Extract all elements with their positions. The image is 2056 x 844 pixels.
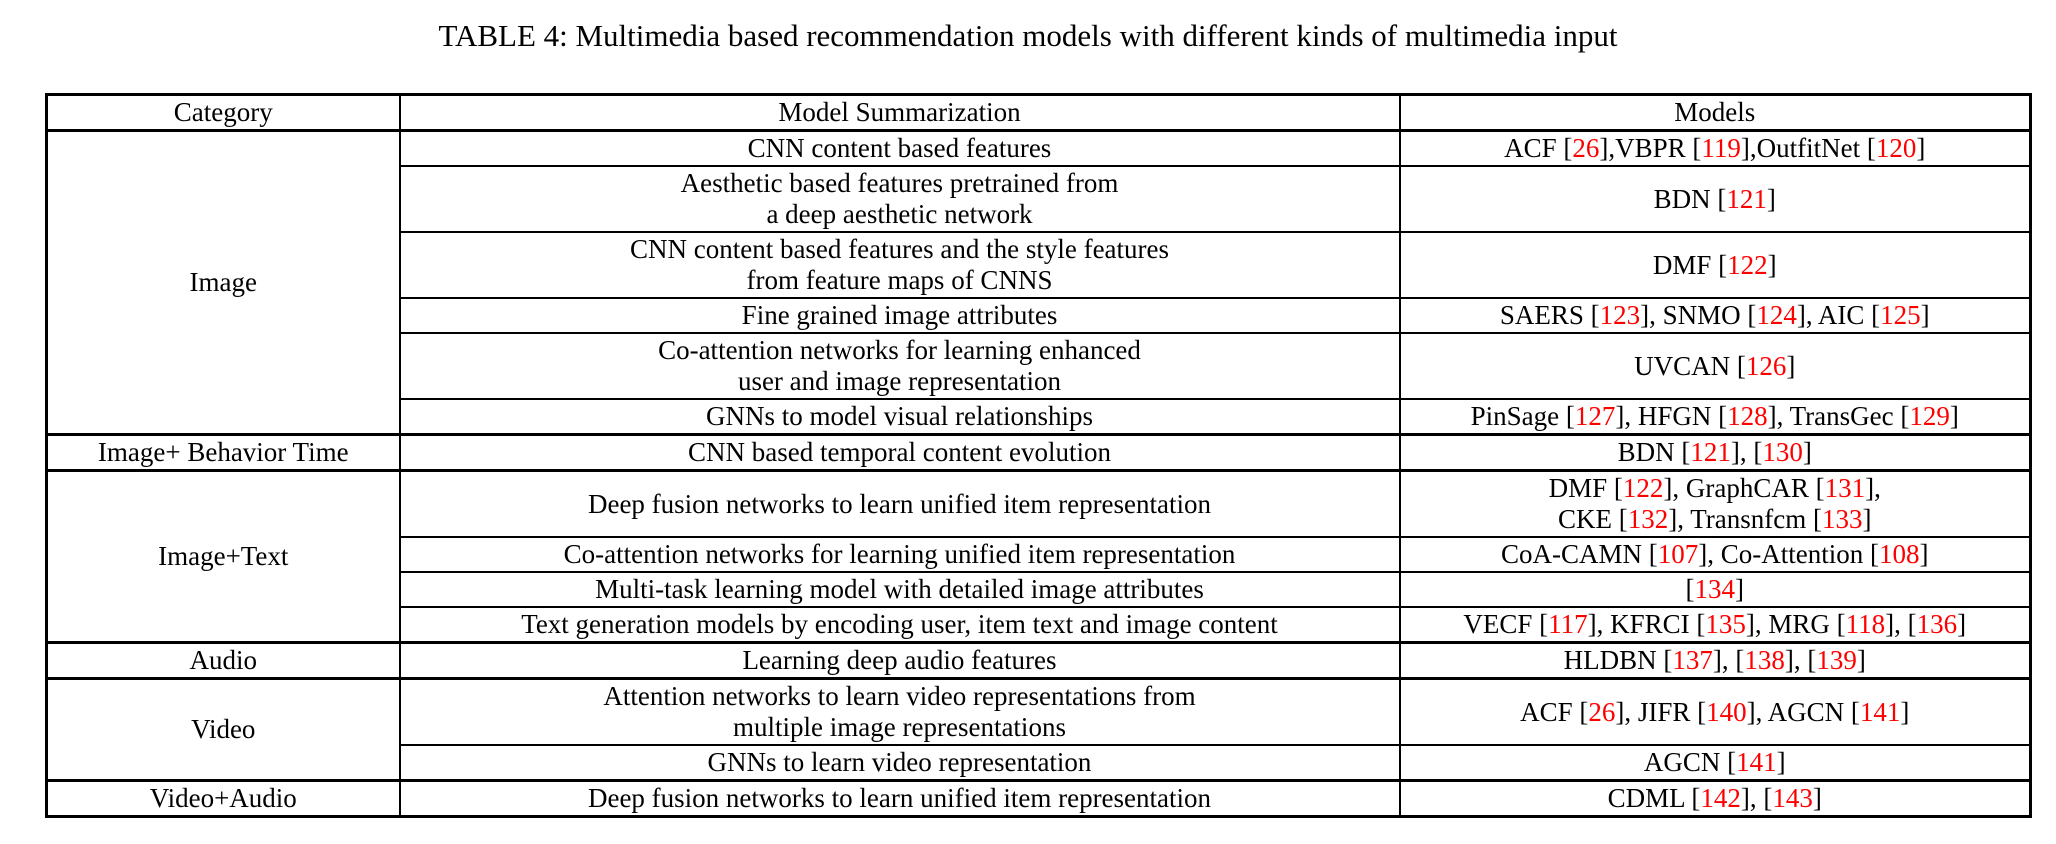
- summary-cell: Attention networks to learn video representations from multiple image representations: [400, 679, 1400, 746]
- models-cell: BDN [121], [130]: [1400, 435, 2031, 471]
- multimedia-models-table: [45, 93, 2032, 818]
- citation-link[interactable]: 121: [1690, 437, 1731, 467]
- summary-cell: Deep fusion networks to learn unified item representation: [400, 471, 1400, 538]
- summary-cell: CNN content based features: [400, 131, 1400, 167]
- summary-cell: Deep fusion networks to learn unified item representation: [400, 781, 1400, 817]
- citation-link[interactable]: 121: [1726, 183, 1767, 214]
- models-cell: BDN [121]: [1400, 166, 2031, 232]
- citation-link[interactable]: 107: [1657, 539, 1699, 569]
- summary-cell: Text generation models by encoding user, item text and image content: [400, 607, 1400, 643]
- models-cell: [134]: [1400, 572, 2031, 607]
- citation-link[interactable]: 142: [1700, 783, 1741, 813]
- models-cell: SAERS [123], SNMO [124], AIC [125]: [1400, 298, 2031, 333]
- table-row: [47, 679, 2031, 746]
- category-cell: Video+Audio: [47, 781, 400, 817]
- citation-link[interactable]: 125: [1880, 300, 1921, 330]
- table-caption: TABLE 4: Multimedia based recommendation models with different kinds of multimedia input: [438, 18, 1618, 53]
- citation-link[interactable]: 128: [1727, 401, 1768, 431]
- summary-cell: CNN based temporal content evolution: [400, 435, 1400, 471]
- citation-link[interactable]: 108: [1879, 539, 1920, 569]
- citation-link[interactable]: 123: [1599, 300, 1641, 330]
- table-row: [47, 471, 2031, 538]
- summary-cell: Fine grained image attributes: [400, 298, 1400, 333]
- citation-link[interactable]: 132: [1627, 504, 1669, 534]
- category-cell: Image+Text: [47, 471, 400, 643]
- category-cell: Audio: [47, 643, 400, 679]
- citation-link[interactable]: 141: [1736, 747, 1777, 777]
- citation-link[interactable]: 135: [1705, 609, 1746, 639]
- citation-link[interactable]: 120: [1875, 133, 1917, 163]
- summary-cell: Multi-task learning model with detailed image attributes: [400, 572, 1400, 607]
- citation-link[interactable]: 127: [1574, 401, 1616, 431]
- citation-link[interactable]: 117: [1548, 609, 1588, 639]
- citation-link[interactable]: 122: [1727, 249, 1768, 280]
- summary-cell: CNN content based features and the style features from feature maps of CNNS: [400, 232, 1400, 298]
- citation-link[interactable]: 131: [1824, 473, 1866, 503]
- citation-link[interactable]: 139: [1816, 645, 1857, 675]
- citation-link[interactable]: 26: [1588, 696, 1616, 727]
- citation-link[interactable]: 124: [1756, 300, 1797, 330]
- header-models: Models: [1400, 95, 2031, 131]
- citation-link[interactable]: 141: [1859, 696, 1901, 727]
- citation-link[interactable]: 138: [1744, 645, 1785, 675]
- models-cell: HLDBN [137], [138], [139]: [1400, 643, 2031, 679]
- table-body: [47, 131, 2031, 817]
- citation-link[interactable]: 126: [1745, 350, 1787, 381]
- citation-link[interactable]: 143: [1772, 783, 1813, 813]
- table-row: [47, 643, 2031, 679]
- table-row: [47, 781, 2031, 817]
- citation-link[interactable]: 140: [1706, 696, 1747, 727]
- category-cell: Video: [47, 679, 400, 781]
- citation-link[interactable]: 136: [1916, 609, 1958, 639]
- citation-link[interactable]: 119: [1701, 133, 1741, 163]
- models-cell: CDML [142], [143]: [1400, 781, 2031, 817]
- models-cell: UVCAN [126]: [1400, 333, 2031, 399]
- citation-link[interactable]: 26: [1572, 133, 1600, 163]
- header-category: Category: [47, 95, 400, 131]
- citation-link[interactable]: 130: [1762, 437, 1803, 467]
- header-row: [47, 95, 2031, 131]
- models-cell: DMF [122]: [1400, 232, 2031, 298]
- models-cell: AGCN [141]: [1400, 745, 2031, 781]
- citation-link[interactable]: 118: [1845, 609, 1886, 639]
- header-model-summarization: Model Summarization: [400, 95, 1400, 131]
- citation-link[interactable]: 133: [1822, 504, 1863, 534]
- citation-link[interactable]: 129: [1909, 401, 1950, 431]
- models-cell: ACF [26], JIFR [140], AGCN [141]: [1400, 679, 2031, 746]
- category-cell: Image+ Behavior Time: [47, 435, 400, 471]
- table-row: [47, 131, 2031, 167]
- models-cell: CoA-CAMN [107], Co-Attention [108]: [1400, 537, 2031, 572]
- models-cell: DMF [122], GraphCAR [131], CKE [132], Transnfcm [133]: [1400, 471, 2031, 538]
- summary-cell: GNNs to learn video representation: [400, 745, 1400, 781]
- summary-cell: Learning deep audio features: [400, 643, 1400, 679]
- models-cell: PinSage [127], HFGN [128], TransGec [129]: [1400, 399, 2031, 435]
- category-cell: Image: [47, 131, 400, 435]
- table-header: [47, 95, 2031, 131]
- summary-cell: Aesthetic based features pretrained from a deep aesthetic network: [400, 166, 1400, 232]
- citation-link[interactable]: 134: [1694, 574, 1735, 604]
- models-cell: ACF [26],VBPR [119],OutfitNet [120]: [1400, 131, 2031, 167]
- models-cell: VECF [117], KFRCI [135], MRG [118], [136]: [1400, 607, 2031, 643]
- citation-link[interactable]: 137: [1672, 645, 1713, 675]
- summary-cell: Co-attention networks for learning enhanced user and image representation: [400, 333, 1400, 399]
- citation-link[interactable]: 122: [1622, 473, 1664, 503]
- table-row: [47, 435, 2031, 471]
- summary-cell: GNNs to model visual relationships: [400, 399, 1400, 435]
- summary-cell: Co-attention networks for learning unified item representation: [400, 537, 1400, 572]
